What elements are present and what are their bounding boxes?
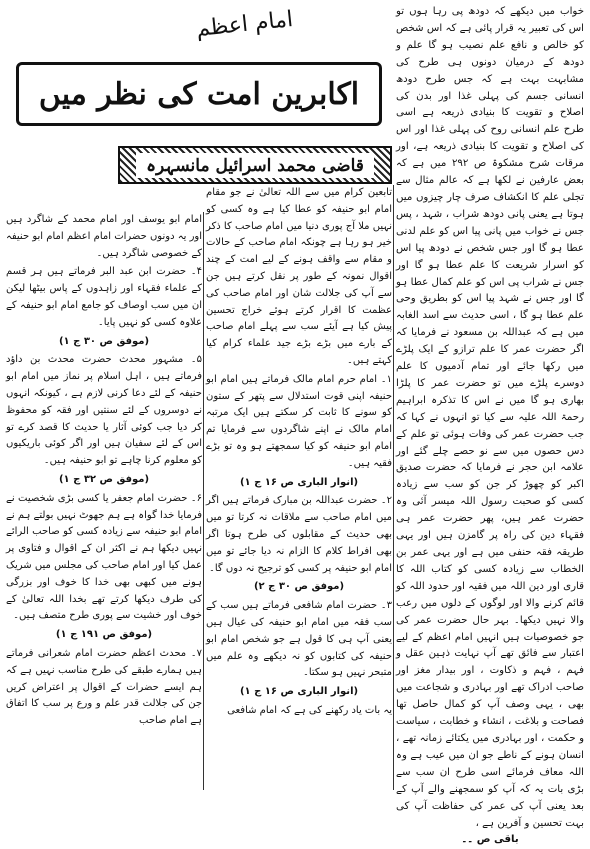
middle-column (206, 185, 392, 789)
paragraph: تابعین کرام میں سے اللہ تعالیٰ نے جو مقام امام ابو حنیفہ کو عطا کیا ہے وہ کسی کو نہیں ملا آج پوری دنیا میں امام صاحب کا ذکر خیر ہو رہا ہے چونکہ امام صاحب کے حالات و مقام سے واقف ہونے کے لیے امت کے چند اقوال نمونہ کے طور پر نقل کرتے ہیں جن سے آپ کی جلالت شان اور امام صاحب کی عظمت کا اقرار کرتے ہوئے خراج تحسین پیش کیا ہے آیئے سب سے پہلے امام صاحب کے بارے میں بڑے بڑے جید علماء کرام کیا کہتے ہیں۔ (206, 187, 392, 366)
right-column-text: خواب میں دیکھے کہ دودھ پی رہا ہوں تو اس کی تعبیر یہ قرار پائی ہے کہ اس شخص کو خالص و نافع علم نصیب ہو گا علم و دودھ کے درمیان دونوں ہی طرح کی مشابہت بہت ہے کہ جس طرح دودھ انسانی جسم کی پہلی غذا اور بدن کی اصلاح و تقویت کا بنیادی ذریعہ ہے اسی طرح علم انسانی روح کی پہلی غذا اور اس کی اصلاح و تقویت کا بنیادی ذریعہ ہے، اور مرقات شرح مشکوۃ ص ۲۹۲ میں ہے کہ بعض عارفین نے لکھا ہے کہ عالم مثال سے تجلی علم کا انکشاف صرف چار چیزوں میں ہوتا ہے یعنی پانی دودھ شراب ، شہد ، پس جس نے خواب میں پانی پیا اس کو علم لدنی عطا ہو گا اور جس شخص نے دودھ پیا اس کو اسرار شریعت کا علم عطا ہو گا اور جس نے شراب پی اس کو علم کمال عطا ہو گا اور جس نے شہد پیا اس کو بطریق وحی علم عطا ہو گا ، اسی حدیث سے اسد الغابہ میں ہے کہ عبداللہ بن مسعود نے فرمایا کہ اگر حضرت عمر کا علم ترازو کے ایک پلڑے میں رکھا جائے اور تمام آدمیوں کا علم دوسرے پلڑے میں تو حضرت عمر کا پلڑا بھاری ہو گا میں نے اس کا تذکرہ ابراہیم رحمۃ اللہ علیہ سے کیا تو انہوں نے کہا کہ جب حضرت عمر کی وفات ہوئی تو علم کے دس حصوں میں سے نو حصے چلے گئے اور علامہ ابن حجر نے فرمایا کہ حضرت صدیق اکبر کو چھوڑ کر جن کو سب سے زیادہ کسی کو صحبت رسول اللہ میسر آئی وہ حضرت عمر ہیں، پھر حضرت عمر ہی فقہاء دین کی راہ پر گامزن ہیں اور یہی طریقہ فقہ حنفی میں ہے اور یہی عمر بن الخطاب سے زیادہ کسی کو کتاب اللہ کا قاری اور دین اللہ میں فقیہ اور حدود اللہ کو قائم کرنے والا اور لوگوں کے دلوں میں رعب والا نہیں دیکھا۔ بہر حال حضرت عمر کی جو خصوصیات ہیں انہیں امام اعظم کے لیے اعتبار سے فائق تھے آپ نہایت ذہین عقل و فہم ، فہم و ذکاوت ، اور بیدار مغز اور صاحب ادراک تھے اور بہادری و شجاعت میں بھی ، یہی وصف آپ کو کمال حاصل تھا فصاحت و بلاغت ، انشاء و خطابت ، سیاست و حکمت ، اور بہادری میں یکتائے زمانہ تھے ، انسان ہونے کے ناطے جو ان میں عیب ہے وہ اللہ معاف فرمائے اسی طرح ان سب سے بڑی بات یہ کہ آپ کو سمجھنے والے آپ کے بعد یعنی آپ کی عمر کی حفاظت آپ کی بہت تحسین و آفرین ہے ، (396, 6, 584, 829)
paragraph: ۱۔ امام حرم امام مالک فرماتے ہیں امام ابو حنیفہ اپنی قوت استدلال سے پتھر کے ستون کو سونے کا ثابت کر سکتے ہیں ایک مرتبہ امام مالک نے اپنے شاگردوں سے فرمایا تم امام ابو حنیفہ کو کیا سمجھتے ہو وہ تو بڑے فقیہ ہیں۔ (206, 373, 392, 469)
reference: (انوار الباری ص ۱۶ ج ۱) (239, 476, 359, 488)
reference: (موفق ص ۳۰ ج ۱) (58, 335, 150, 347)
reference: (انوار الباری ص ۱۶ ج ۱) (239, 686, 359, 698)
paragraph: ۶۔ حضرت امام جعفر یا کسی بڑی شخصیت نے فرمایا خدا گواہ ہے ہم جھوٹ نہیں بولتے ہم نے امام ابو حنیفہ سے زیادہ کسی کو صاحب الرائے نہیں دیکھا ہم نے اکثر ان کے اقوال و فتاوی پر عمل کیا اور امام صاحب کی مجلس میں شریک ہونے میں کبھی بھی خدا کا خوف اور بزرگی کی طرف دیکھا کرتے تھے بخدا اللہ تعالیٰ کے خوف اور خشیت سے پوری طرح متصف ہیں۔ (6, 492, 202, 622)
right-column (396, 4, 584, 846)
reference: (موفق ص ۳۲ ج ۱) (58, 473, 150, 485)
reference: (موفق ص ۳۰ ج ۲) (253, 581, 345, 593)
paragraph: ۳۔ حضرت امام شافعی فرماتے ہیں سب کے سب فقہ میں امام ابو حنیفہ کی عیال ہیں یعنی آپ ہی کا قول ہے جو شخص امام ابو حنیفہ کی کتابوں کو نہ دیکھے وہ علم میں متبحر نہیں ہو سکتا۔ (206, 600, 392, 679)
headline: اکابرین امت کی نظر میں (38, 76, 360, 112)
left-column (6, 212, 202, 789)
paragraph: ۴۔ حضرت ابن عبد البر فرماتے ہیں ہر قسم کے علماء فقہاء اور زاہدوں کے پاس بیٹھا لیکن ان میں سب اوصاف کو جامع امام ابو حنیفہ کے علاوہ کسی کو نہیں پایا۔ (6, 266, 202, 328)
paragraph: امام ابو یوسف اور امام محمد کے شاگرد ہیں اور یہ دونوں حضرات امام اعظم امام ابو حنیفہ کے خصوصی شاگرد ہیں۔ (6, 214, 202, 259)
continued-note: باقی ص ۔۔ (461, 834, 519, 846)
kicker: امام اعظم (194, 6, 295, 43)
paragraph: ۵۔ مشہور محدث حضرت محدث بن داؤد فرماتے ہیں ، اہل اسلام پر نماز میں امام ابو حنیفہ کے لئے دعا کرنی لازم ہے ، کیونکہ انہوں نے دوسروں کے لئے سنتیں اور فقہ کو محفوظ کر دیا جب کوئی آثار یا حدیث کا قصد کرے تو اس کے لئے سفیان ہیں اور اگر کوئی باریکیوں کو معلوم کرنا چاہے تو ابو حنیفہ ہیں۔ (6, 354, 202, 467)
paragraph: ۷۔ محدث اعظم حضرت امام شعرانی فرماتے ہیں ہمارے طبقے کی طرح مناسب نہیں ہے کہ ہم ایسے حضرات کے اقوال پر اعتراض کریں جن کی جلالت قدر علم و ورع پر سب کا اتفاق ہے امام صاحب (6, 647, 202, 727)
author-name: قاضی محمد اسرائیل مانسہرہ (136, 153, 374, 178)
column-divider (203, 212, 204, 790)
paragraph: ۲۔ حضرت عبداللہ بن مبارک فرماتے ہیں اگر میں امام صاحب سے ملاقات نہ کرتا تو میں بھی حدیث کے مقابلوں کی طرح ہوتا اگر بھی افراط کلام کا الزام نہ دیا جائے تو میں امام ابو حنیفہ پر کسی کو ترجیح نہ دوں گا۔ (206, 495, 392, 574)
column-divider (393, 185, 394, 790)
headline-frame (16, 62, 382, 126)
reference: (موفق ص ۱۹۱ ج ۱) (55, 629, 153, 641)
paragraph: یہ بات یاد رکھنے کی ہے کہ امام شافعی (227, 704, 392, 716)
article-heading (6, 4, 390, 144)
author-byline (118, 146, 392, 184)
